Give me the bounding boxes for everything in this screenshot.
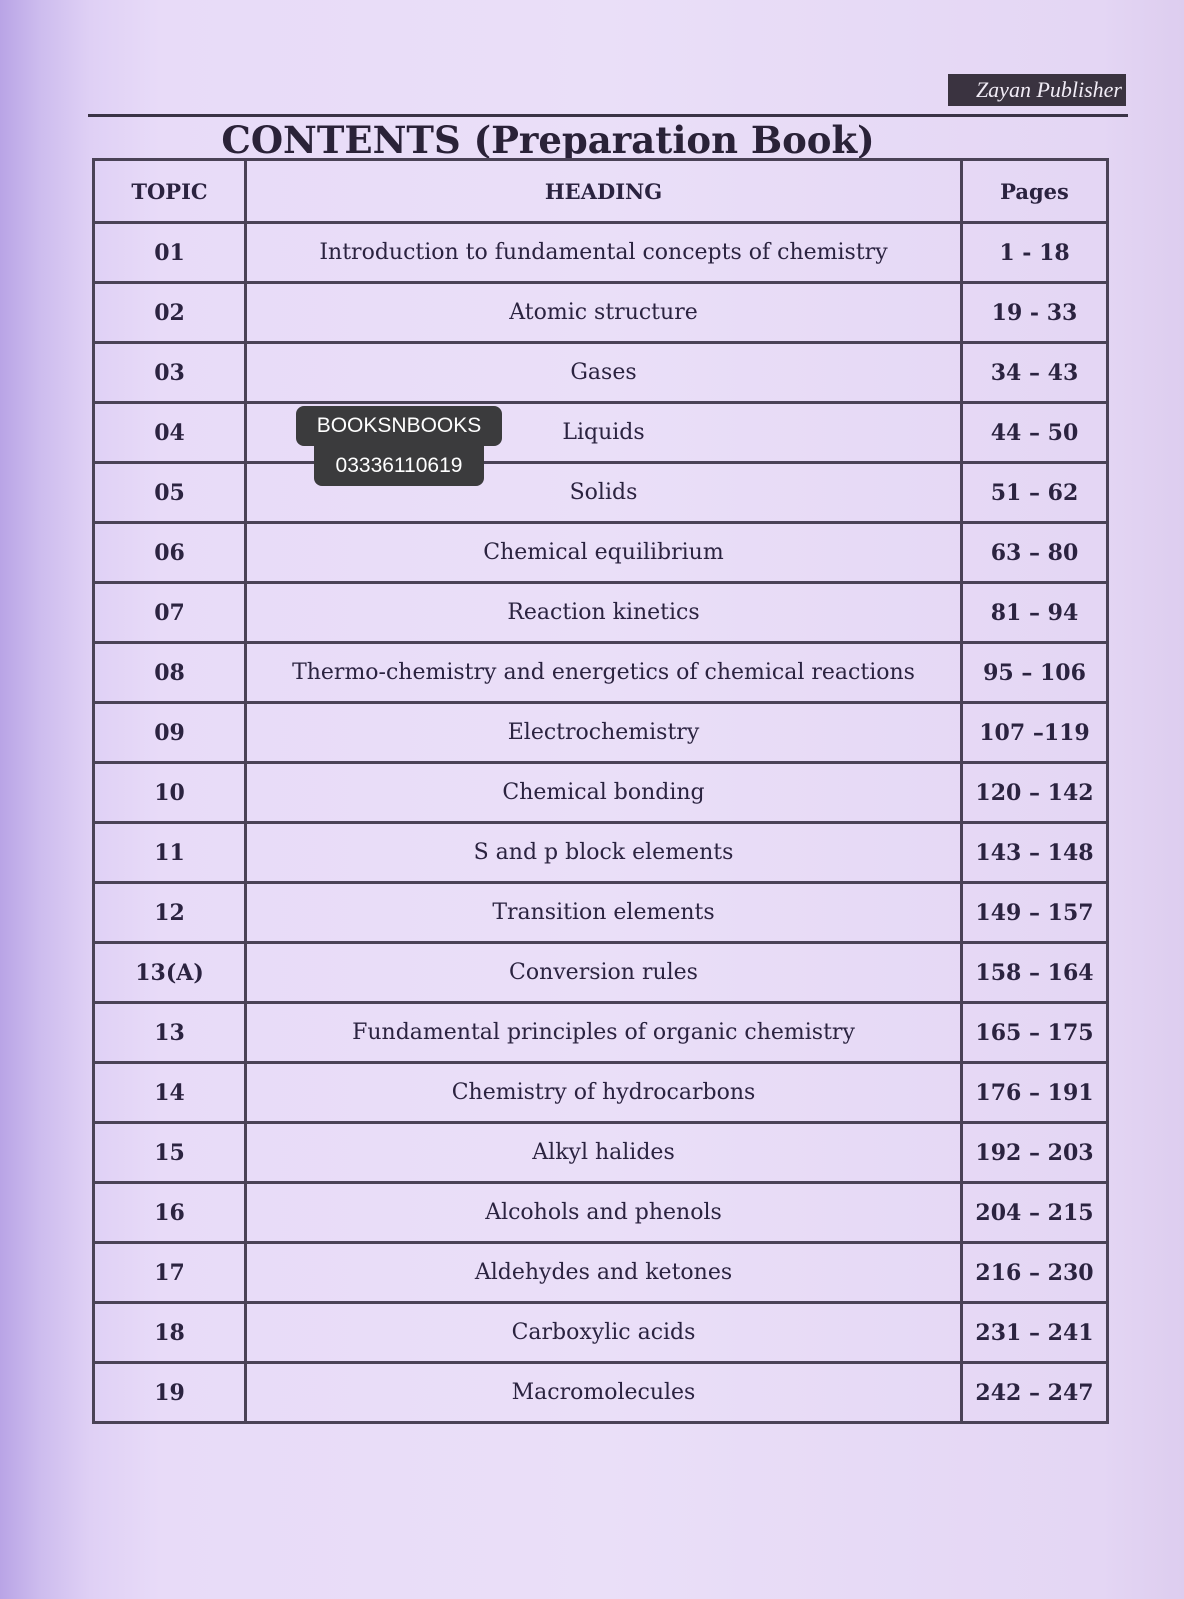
publisher-label: Zayan Publisher (948, 74, 1126, 106)
table-row (94, 1303, 1108, 1363)
watermark-phone: 03336110619 (314, 446, 484, 486)
table-row (94, 943, 1108, 1003)
topic-cell: 17 (94, 1243, 246, 1303)
heading-cell: Alcohols and phenols (246, 1183, 962, 1243)
pages-cell: 1 - 18 (962, 223, 1108, 283)
pages-cell: 63 – 80 (962, 523, 1108, 583)
page-title: CONTENTS (Preparation Book) (221, 118, 875, 162)
topic-cell: 11 (94, 823, 246, 883)
pages-cell: 95 – 106 (962, 643, 1108, 703)
contents-table (92, 158, 1109, 1424)
pages-cell: 143 – 148 (962, 823, 1108, 883)
heading-cell: Reaction kinetics (246, 583, 962, 643)
pages-cell: 242 – 247 (962, 1363, 1108, 1423)
pages-cell: 149 – 157 (962, 883, 1108, 943)
table-row (94, 583, 1108, 643)
table-row (94, 403, 1108, 463)
watermark (296, 406, 502, 488)
topic-cell: 18 (94, 1303, 246, 1363)
topic-cell: 07 (94, 583, 246, 643)
topic-cell: 13(A) (94, 943, 246, 1003)
table-row (94, 1363, 1108, 1423)
pages-cell: 19 - 33 (962, 283, 1108, 343)
heading-cell: Aldehydes and ketones (246, 1243, 962, 1303)
topic-cell: 02 (94, 283, 246, 343)
pages-cell: 81 – 94 (962, 583, 1108, 643)
table-row (94, 1243, 1108, 1303)
heading-cell: Thermo-chemistry and energetics of chemical reactions (246, 643, 962, 703)
topic-cell: 12 (94, 883, 246, 943)
heading-cell: Atomic structure (246, 283, 962, 343)
pages-cell: 34 – 43 (962, 343, 1108, 403)
table-row (94, 883, 1108, 943)
table-header-row (94, 160, 1108, 223)
column-header-heading: HEADING (246, 160, 962, 223)
table-row (94, 463, 1108, 523)
pages-cell: 231 – 241 (962, 1303, 1108, 1363)
table-row (94, 523, 1108, 583)
topic-cell: 01 (94, 223, 246, 283)
topic-cell: 04 (94, 403, 246, 463)
topic-cell: 09 (94, 703, 246, 763)
heading-cell: Transition elements (246, 883, 962, 943)
table-row (94, 283, 1108, 343)
pages-cell: 120 – 142 (962, 763, 1108, 823)
pages-cell: 176 – 191 (962, 1063, 1108, 1123)
watermark-name: BOOKSNBOOKS (296, 406, 502, 446)
topic-cell: 15 (94, 1123, 246, 1183)
pages-cell: 51 – 62 (962, 463, 1108, 523)
table-row (94, 343, 1108, 403)
table-row (94, 223, 1108, 283)
pages-cell: 158 – 164 (962, 943, 1108, 1003)
table-row (94, 1003, 1108, 1063)
pages-cell: 165 – 175 (962, 1003, 1108, 1063)
topic-cell: 13 (94, 1003, 246, 1063)
heading-cell: Solids (246, 463, 962, 523)
heading-cell: Alkyl halides (246, 1123, 962, 1183)
topic-cell: 03 (94, 343, 246, 403)
heading-cell: Chemical bonding (246, 763, 962, 823)
table-row (94, 1123, 1108, 1183)
topic-cell: 10 (94, 763, 246, 823)
heading-cell: Macromolecules (246, 1363, 962, 1423)
heading-cell: S and p block elements (246, 823, 962, 883)
heading-cell: Carboxylic acids (246, 1303, 962, 1363)
topic-cell: 05 (94, 463, 246, 523)
heading-cell: Electrochemistry (246, 703, 962, 763)
pages-cell: 107 –119 (962, 703, 1108, 763)
heading-cell: Chemical equilibrium (246, 523, 962, 583)
pages-cell: 192 – 203 (962, 1123, 1108, 1183)
topic-cell: 06 (94, 523, 246, 583)
topic-cell: 19 (94, 1363, 246, 1423)
column-header-topic: TOPIC (94, 160, 246, 223)
heading-cell: Fundamental principles of organic chemistry (246, 1003, 962, 1063)
heading-cell: Introduction to fundamental concepts of chemistry (246, 223, 962, 283)
topic-cell: 16 (94, 1183, 246, 1243)
heading-cell: Liquids (246, 403, 962, 463)
column-header-pages: Pages (962, 160, 1108, 223)
topic-cell: 14 (94, 1063, 246, 1123)
table-row (94, 1063, 1108, 1123)
table-row (94, 823, 1108, 883)
table-row (94, 763, 1108, 823)
pages-cell: 204 – 215 (962, 1183, 1108, 1243)
topic-cell: 08 (94, 643, 246, 703)
heading-cell: Chemistry of hydrocarbons (246, 1063, 962, 1123)
pages-cell: 44 – 50 (962, 403, 1108, 463)
table-row (94, 703, 1108, 763)
pages-cell: 216 – 230 (962, 1243, 1108, 1303)
heading-cell: Gases (246, 343, 962, 403)
table-row (94, 1183, 1108, 1243)
table-row (94, 643, 1108, 703)
heading-cell: Conversion rules (246, 943, 962, 1003)
